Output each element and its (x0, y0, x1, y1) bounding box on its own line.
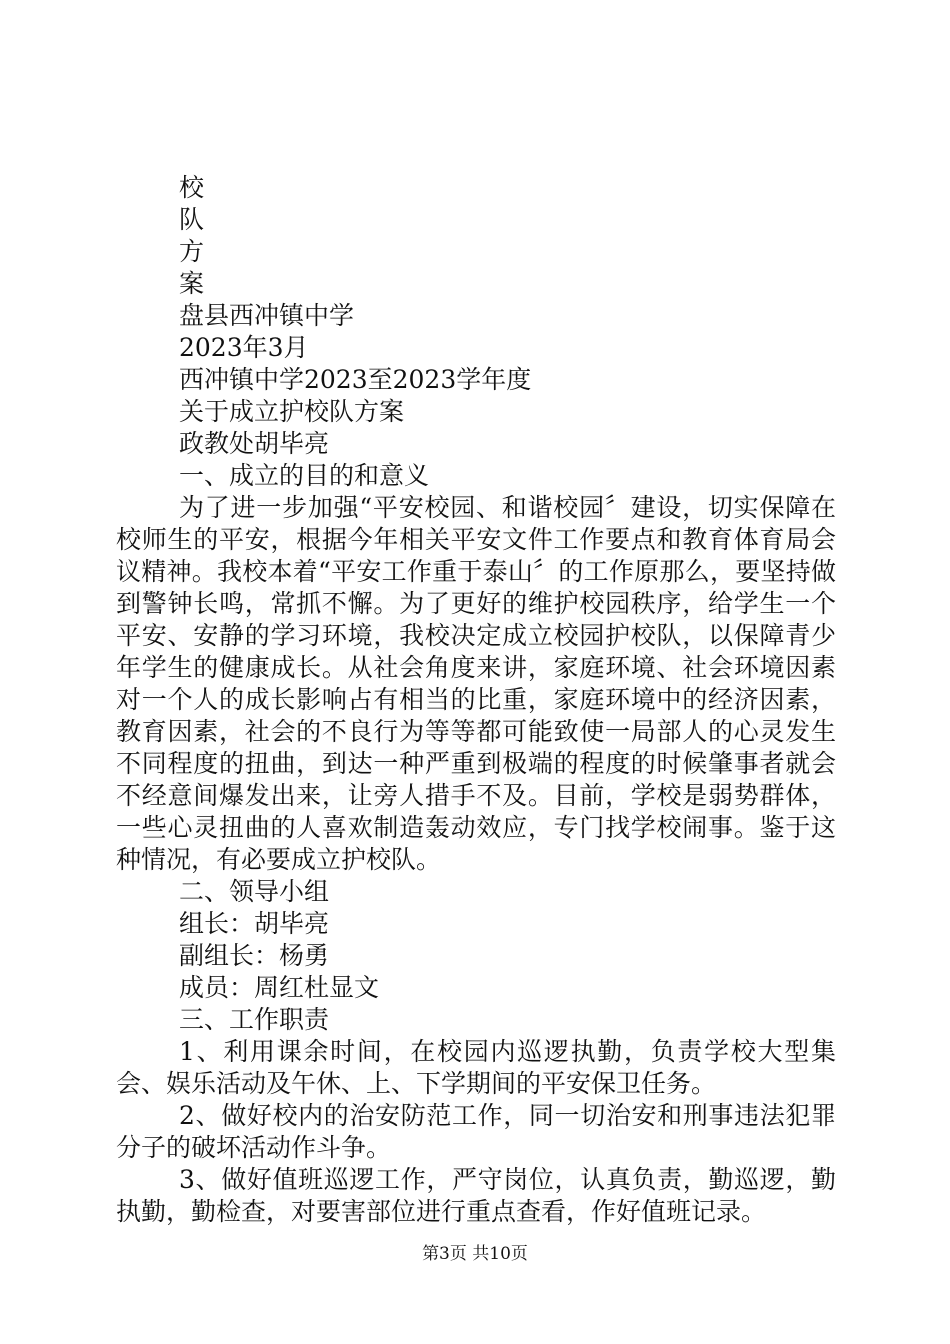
school-name: 盘县西冲镇中学 (179, 301, 355, 330)
author-line: 政教处胡毕亮 (179, 429, 330, 458)
vice-leader-line: 副组长：杨勇 (179, 941, 330, 970)
section-1-paragraph: 为了进一步加强“平安校园、和谐校园〞建设，切实保障在校师生的平安，根据今年相关平安文件工作要点和教育体育局会议精神。我校本着“平安工作重于泰山〞的工作原那么，要坚持做到警钟长鸣，常抓不懈。为了更好的维护校园秩序，给学生一个平安、安静的学习环境，我校决定成立校园护校队，以保障青少年学生的健康成长。从社会角度来讲，家庭环境、社会环境因素对一个人的成长影响占有相当的比重，家庭环境中的经济因素，教育因素，社会的不良行为等等都可能致使一局部人的心灵发生不同程度的扭曲，到达一种严重到极端的程度的时候肇事者就会不经意间爆发出来，让旁人措手不及。目前，学校是弱势群体，一些心灵扭曲的人喜欢制造轰动效应，专门找学校闹事。鉴于这种情况，有必要成立护校队。 (116, 493, 836, 874)
heading-line-2: 关于成立护校队方案 (179, 397, 405, 426)
leader-line: 组长：胡毕亮 (179, 909, 330, 938)
section-1-title: 一、成立的目的和意义 (179, 461, 430, 490)
cover-title-char-2: 队 (179, 205, 205, 234)
page-footer: 第3页 共10页 (422, 1244, 528, 1264)
duty-item-3: 3、做好值班巡逻工作，严守岗位，认真负责，勤巡逻，勤执勤，勤检查，对要害部位进行重点查看，作好值班记录。 (116, 1165, 836, 1226)
heading-line-1: 西冲镇中学2023至2023学年度 (179, 365, 532, 394)
section-3-title: 三、工作职责 (179, 1005, 330, 1034)
document-date: 2023年3月 (179, 333, 309, 362)
duty-item-2: 2、做好校内的治安防范工作，同一切治安和刑事违法犯罪分子的破坏活动作斗争。 (116, 1101, 836, 1162)
section-2-title: 二、领导小组 (179, 877, 330, 906)
cover-title-char-4: 案 (179, 269, 205, 298)
members-line: 成员：周红杜显文 (179, 973, 380, 1002)
document-body (116, 172, 836, 1228)
cover-title-char-1: 校 (179, 173, 205, 202)
cover-title-char-3: 方 (179, 237, 205, 266)
duty-item-1: 1、利用课余时间，在校园内巡逻执勤，负责学校大型集会、娱乐活动及午休、上、下学期间的平安保卫任务。 (116, 1037, 836, 1098)
